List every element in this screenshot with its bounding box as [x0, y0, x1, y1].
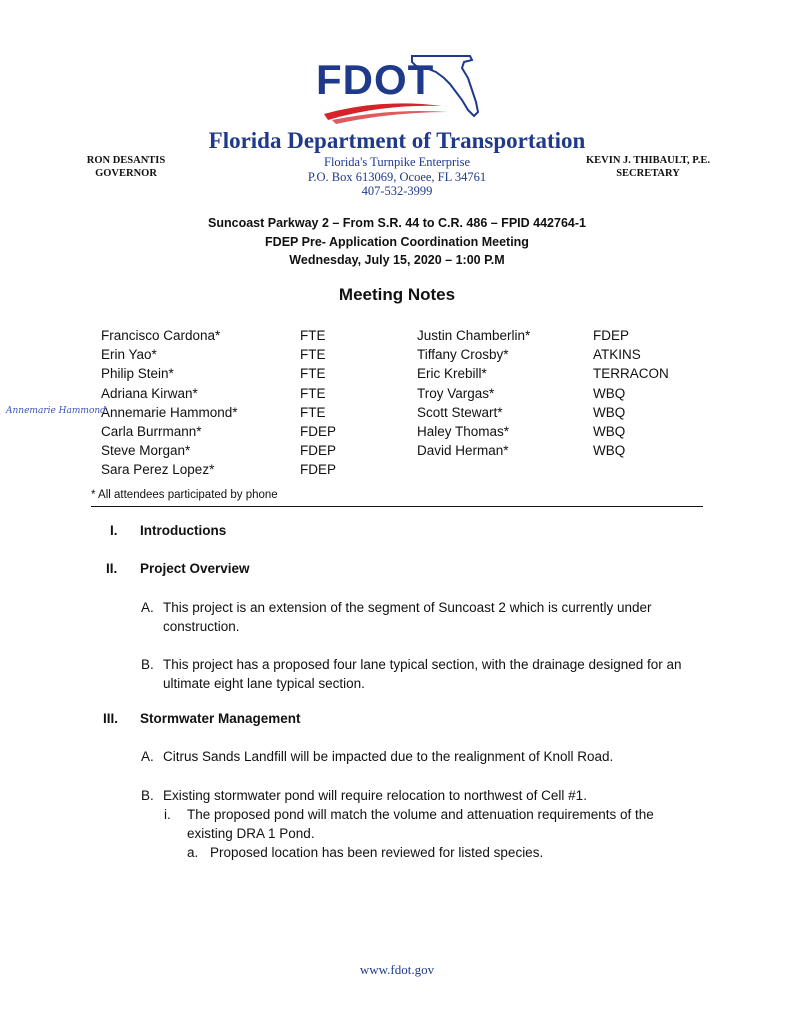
- section-number: II.: [106, 561, 118, 576]
- list-item-label: A.: [141, 600, 154, 615]
- attendee-org: FTE: [300, 328, 326, 343]
- attendee-name: Scott Stewart*: [417, 404, 503, 420]
- attendee-name: Troy Vargas*: [417, 385, 495, 401]
- attendee-org: WBQ: [593, 443, 626, 459]
- section-number: III.: [103, 711, 119, 726]
- section-title: Project Overview: [140, 561, 250, 576]
- list-item-label: B.: [141, 788, 154, 803]
- divider: [91, 506, 703, 507]
- attendee-name: Erin Yao*: [101, 347, 157, 363]
- subsublist-item-text: Proposed location has been reviewed for listed species.: [210, 845, 544, 860]
- section-title: Stormwater Management: [140, 711, 301, 726]
- attendee-name: Eric Krebill*: [417, 366, 487, 382]
- attendee-orgs-right: [593, 326, 669, 460]
- attendee-name: Carla Burrmann*: [101, 424, 202, 440]
- attendee-org: FTE: [300, 347, 326, 363]
- section-stormwater-management: [103, 711, 703, 726]
- attendee-name: Philip Stein*: [101, 366, 174, 382]
- attendee-name: Justin Chamberlin*: [417, 328, 531, 343]
- attendee-org: FDEP: [300, 462, 337, 478]
- attendee-org: WBQ: [593, 404, 626, 420]
- attendee-name: David Herman*: [417, 443, 509, 459]
- list-item-text: Citrus Sands Landfill will be impacted due to the realignment of Knoll Road.: [163, 749, 614, 764]
- address-block: [0, 155, 794, 199]
- list-item-text: This project is an extension of the segment of Suncoast 2 which is currently under construction.: [163, 600, 652, 634]
- florida-map-icon: [312, 50, 482, 130]
- address-line: P.O. Box 613069, Ocoee, FL 34761: [307, 169, 487, 184]
- sublist-item-label: i.: [164, 807, 171, 822]
- agency-name: Florida Department of Transportation: [208, 128, 586, 153]
- secretary-name: KEVIN J. THIBAULT, P.E.: [585, 155, 710, 166]
- section-title: Introductions: [140, 523, 227, 538]
- meeting-project: Suncoast Parkway 2 – From S.R. 44 to C.R. 486 – FPID 442764-1: [208, 216, 586, 230]
- sublist-item-text: The proposed pond will match the volume and attenuation requirements of the existing DRA 1 Pond.: [187, 807, 654, 841]
- attendee-org: FTE: [300, 404, 326, 420]
- meeting-type: FDEP Pre- Application Coordination Meeting: [265, 234, 529, 249]
- section-project-overview: [106, 561, 706, 576]
- list-item-text: Existing stormwater pond will require relocation to northwest of Cell #1.: [163, 788, 587, 803]
- attendee-org: WBQ: [593, 424, 626, 440]
- attendee-name: Francisco Cardona*: [101, 328, 221, 343]
- subsublist-item-label: a.: [187, 845, 199, 860]
- meeting-header: [0, 214, 794, 270]
- attendee-name: Tiffany Crosby*: [417, 347, 509, 363]
- attendee-org: FDEP: [593, 328, 630, 343]
- fdot-logo: [312, 50, 482, 130]
- attendance-footnote: * All attendees participated by phone: [91, 489, 278, 501]
- page-title: Meeting Notes: [338, 285, 456, 304]
- meeting-date: Wednesday, July 15, 2020 – 1:00 P.M: [289, 253, 505, 267]
- governor-name: RON DESANTIS: [86, 155, 166, 166]
- logo-text: FDOT: [316, 56, 435, 103]
- attendee-name: Haley Thomas*: [417, 424, 510, 440]
- attendee-names-left: [101, 326, 238, 480]
- attendee-names-right: [417, 326, 530, 460]
- attendee-name: Sara Perez Lopez*: [101, 462, 215, 478]
- section-introductions: [110, 523, 710, 538]
- list-item-label: A.: [141, 749, 154, 764]
- address-line: Florida's Turnpike Enterprise: [324, 155, 470, 169]
- list-item-label: B.: [141, 657, 154, 672]
- handwritten-annotation: Annemarie Hammond: [6, 406, 106, 416]
- attendee-name: Steve Morgan*: [101, 443, 191, 459]
- attendee-org: ATKINS: [593, 347, 641, 363]
- secretary-title: SECRETARY: [616, 168, 680, 179]
- attendee-orgs-left: [300, 326, 336, 480]
- attendee-org: FTE: [300, 366, 326, 382]
- section-number: I.: [110, 523, 118, 538]
- attendee-org: TERRACON: [593, 366, 669, 382]
- attendee-name: Adriana Kirwan*: [101, 385, 198, 401]
- attendee-org: FDEP: [300, 424, 337, 440]
- address-line: 407-532-3999: [361, 184, 433, 198]
- footer-url: www.fdot.gov: [359, 962, 435, 977]
- attendee-org: FDEP: [300, 443, 337, 459]
- attendee-name: Annemarie Hammond*: [101, 404, 238, 420]
- list-item-text: This project has a proposed four lane typical section, with the drainage designed for an ultimate eight lane typical section.: [163, 657, 682, 691]
- governor-title: GOVERNOR: [95, 168, 157, 179]
- attendee-org: FTE: [300, 385, 326, 401]
- attendee-org: WBQ: [593, 385, 626, 401]
